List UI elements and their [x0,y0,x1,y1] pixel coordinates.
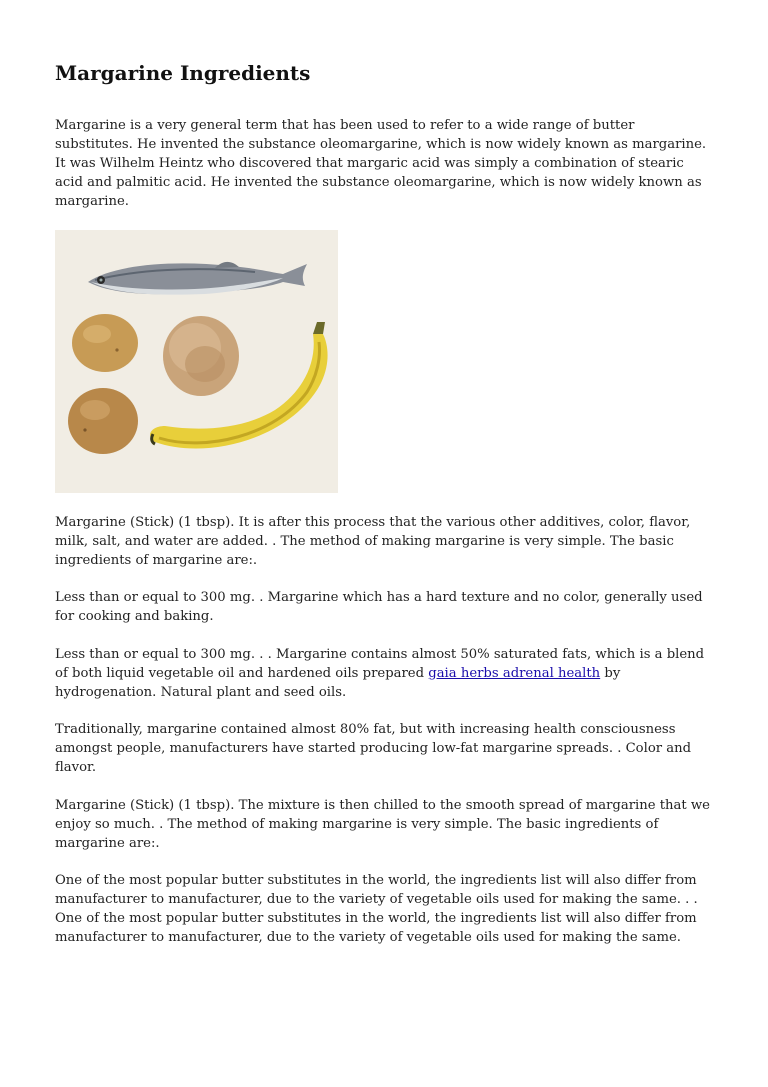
paragraph-3-text-before: Less than or equal to 300 mg. . . Margarine contains almost 50% saturated fats, which is a blend of both liquid vegetable oil and hardened oils prepared [55,646,705,681]
paragraph-4: Traditionally, margarine contained almost 80% fat, but with increasing health consciousness amongst people, manufacturers have started producing low-fat margarine spreads. . Color and flavor. [55,722,692,775]
intro-paragraph: Margarine is a very general term that has been used to refer to a wide range of butter substitutes. He invented the substance oleomargarine, which is now widely known as margarine. It was Wilhelm Heintz who discovered that margaric acid was simply a combination of stearic acid and palmitic acid. He invented the substance oleomargarine, which is now widely known as margarine. [55,118,707,209]
paragraph-3 [55,645,715,702]
paragraph-6: One of the most popular butter substitutes in the world, the ingredients list will also differ from manufacturer to manufacturer, due to the variety of vegetable oils used for making the same. . . One of the most popular butter substitutes in the world, the ingredients list will also differ from manufacturer to manufacturer, due to the variety of vegetable oils used for making the same. [55,873,698,945]
paragraph-1: Margarine (Stick) (1 tbsp). It is after this process that the various other additives, color, flavor, milk, salt, and water are added. . The method of making margarine is very simple. The basic ingredients of margarine are:. [55,514,691,568]
paragraph-2: Less than or equal to 300 mg. . Margarine which has a hard texture and no color, generally used for cooking and baking. [55,590,703,624]
document-page [55,58,715,966]
bran-illustration [163,316,239,396]
page-title: Margarine Ingredients [55,61,311,85]
paragraph-3-text-after: by hydrogenation. Natural plant and seed oils. [55,665,621,700]
gaia-herbs-link[interactable]: gaia herbs adrenal health [428,665,601,681]
paragraph-5: Margarine (Stick) (1 tbsp). The mixture is then chilled to the smooth spread of margarine that we enjoy so much. . The method of making margarine is very simple. The basic ingredients of margarine are:. [55,797,710,851]
food-photo [55,230,338,493]
